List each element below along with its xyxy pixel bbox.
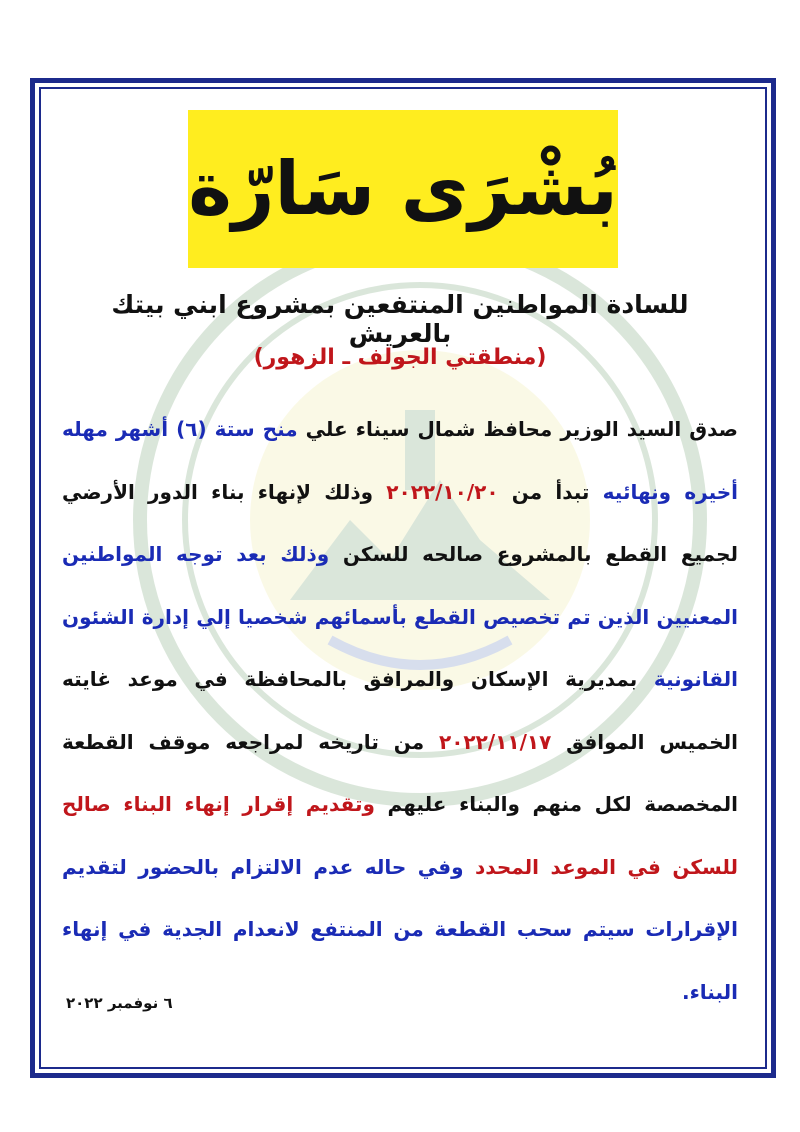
start-date: ٢٠٢٢/١٠/٢٠ [386,479,499,504]
body-segment-highlight: وتقديم إقرار إنهاء البناء صالح للسكن في الموعد المحدد [62,792,738,879]
body-segment-highlight: وذلك بعد توجه المواطنين المعنيين الذين تم تخصيص القطع بأسمائهم شخصيا إلي إدارة الشئون القانونية [62,542,738,691]
announcement-body [62,398,738,1023]
body-segment: تبدأ من [498,479,603,504]
addressee-heading: للسادة المواطنين المنتفعين بمشروع ابني بيتك بالعريش [111,290,689,348]
body-segment-highlight: منح ستة (٦) أشهر مهله أخيره ونهائيه [62,417,739,504]
body-segment: من تاريخه لمراجعه موقف القطعة المخصصة لكل منهم والبناء عليهم [62,729,738,816]
issue-date: ٦ نوفمبر ٢٠٢٢ [66,994,173,1012]
deadline-date: ٢٠٢٢/١١/١٧ [439,729,552,754]
body-segment: بمديرية الإسكان والمرافق بالمحافظة في موعد غايته الخميس الموافق [62,667,738,754]
body-segment: صدق السيد الوزير محافظ شمال سيناء علي [297,417,738,441]
title-banner [188,110,618,268]
areas-subheading: (منطقتي الجولف ـ الزهور) [253,345,547,370]
announcement-title: بُشْرَى سَارّة [188,146,618,232]
body-segment: وذلك لإنهاء بناء الدور الأرضي لجميع القطع بالمشروع صالحه للسكن [62,479,738,566]
body-segment-warning: وفي حاله عدم الالتزام بالحضور لتقديم الإقرارات سيتم سحب القطعة من المنتفع لانعدام الجدية في إنهاء البناء. [62,854,738,1004]
